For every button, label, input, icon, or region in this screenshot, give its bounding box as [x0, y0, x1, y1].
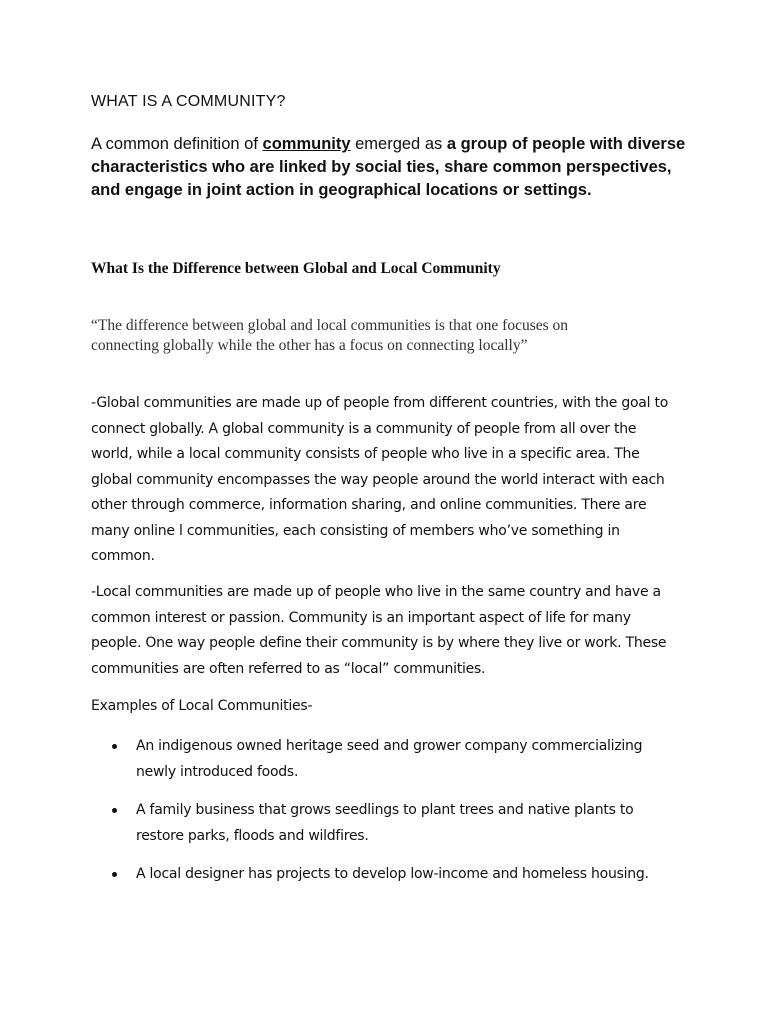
- bullet-icon: [112, 808, 117, 813]
- definition-middle: emerged as: [350, 135, 447, 153]
- list-item: [112, 798, 682, 849]
- definition-prefix: A common definition of: [91, 135, 263, 153]
- list-item-text: A local designer has projects to develop low-income and homeless housing.: [136, 866, 649, 882]
- definition-paragraph: [91, 133, 691, 202]
- list-item-text: An indigenous owned heritage seed and grower company commercializing newly introduced foods.: [136, 738, 643, 780]
- page-title: WHAT IS A COMMUNITY?: [91, 93, 286, 110]
- global-communities-paragraph: -Global communities are made up of people from different countries, with the goal to connect globally. A global community is a community of people from all over the world, while a local community consists of people who live in a specific area. The global community encompasses the way people around the world interact with each other through commerce, information sharing, and online communities. There are many online l communities, each consisting of members who’ve something in common.: [91, 395, 669, 564]
- section-heading: What Is the Difference between Global and Local Community: [91, 260, 501, 277]
- bullet-icon: [112, 744, 117, 749]
- list-item: [112, 862, 682, 888]
- local-communities-paragraph: -Local communities are made up of people who live in the same country and have a common interest or passion. Community is an important aspect of life for many people. One way people define their community is by where they live or work. These communities are often referred to as “local” communities.: [91, 584, 667, 677]
- quote-text: “The difference between global and local communities is that one focuses on connecting globally while the other has a focus on connecting locally”: [91, 317, 569, 354]
- list-item: [112, 734, 682, 785]
- list-item-text: A family business that grows seedlings to plant trees and native plants to restore parks, floods and wildfires.: [136, 802, 634, 844]
- examples-heading: Examples of Local Communities-: [91, 698, 313, 714]
- bullet-icon: [112, 872, 117, 877]
- definition-keyword: community: [262, 135, 351, 153]
- definition-bold-text: a group of people with diverse characteristics who are linked by social ties, share common perspectives, and engage in joint action in geographical locations or settings.: [91, 135, 686, 199]
